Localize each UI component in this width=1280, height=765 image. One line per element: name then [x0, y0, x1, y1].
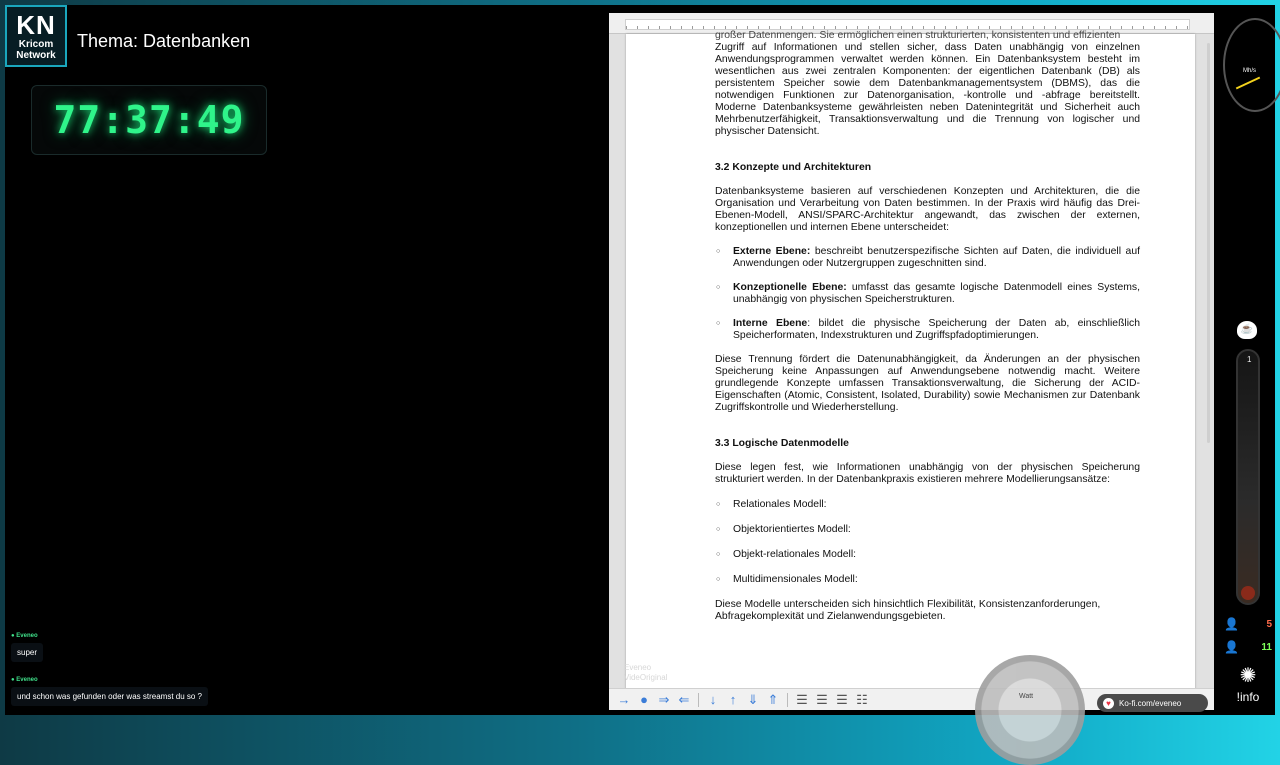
viewer-count — [1224, 614, 1272, 634]
scrollbar[interactable] — [1207, 43, 1210, 443]
indent-icon[interactable]: ☰ — [836, 691, 848, 707]
numbered-list-icon[interactable]: ☰ — [816, 691, 828, 707]
hashrate-gauge — [1223, 18, 1280, 112]
separator — [698, 693, 699, 707]
paragraph: Diese Trennung fördert die Datenunabhängigkeit, da Änderungen an der physischen Speicherung keine Anpassungen auf Anwendungsebene notwendig macht. Weitere grundlegende Konzepte umfassen Transaktionsverwaltung, die Sicherung der ACID-Eigenschaften (Atomic, Consistent, Isolated, Durability) sowie Mechanismen zur Datenbank Zugriffskontrolle und Wiederherstellung. — [715, 354, 1140, 413]
list-item: ○ Objektorientiertes Modell: — [715, 524, 1140, 536]
gauge-needle — [1236, 77, 1260, 90]
timer-value: 77:37:49 — [53, 98, 245, 142]
info-panel — [1228, 663, 1268, 704]
chat-text: und schon was gefunden oder was streamst du so ? — [11, 687, 208, 706]
arrow-down-icon[interactable]: ⇓ — [747, 691, 759, 707]
circle-icon[interactable]: ● — [640, 692, 648, 707]
chat-message — [11, 633, 43, 662]
arrow-left-icon[interactable]: ⇐ — [678, 691, 690, 707]
user-icon: 👤 — [1224, 640, 1239, 654]
countdown-timer — [31, 85, 267, 155]
coffee-icon: ☕ — [1237, 321, 1257, 339]
logo-line2: Network — [16, 50, 56, 61]
chat-username: Eveneo — [16, 677, 38, 683]
paragraph: großer Datenmengen. Sie ermöglichen einen strukturierten, konsistenten und effizienten — [715, 30, 1121, 41]
info-label: !info — [1236, 690, 1260, 704]
speed-label: Mh/s — [1243, 68, 1257, 74]
watt-gauge — [975, 655, 1085, 765]
arrow-up-icon[interactable]: ⇑ — [767, 691, 779, 707]
right-sidebar — [1220, 13, 1274, 710]
list-item — [715, 246, 1140, 270]
watermark-line: VideOriginal — [624, 673, 668, 682]
arrow-right-icon[interactable]: ⇒ — [658, 691, 670, 707]
viewer-count — [1224, 637, 1272, 657]
tube-level: 1 — [1247, 355, 1252, 364]
stream-topic: Thema: Datenbanken — [77, 31, 251, 51]
chat-message — [11, 677, 208, 706]
kofi-text: Ko-fi.com/eveneo — [1119, 698, 1182, 708]
arrow-up-icon[interactable]: ↑ — [729, 692, 737, 707]
bullet-text: beschreibt benutzerspezifische Sichten auf Daten, die individuell auf Anwendungen oder Nutzergruppen zugeschnitten sind. — [733, 246, 1140, 269]
document-page[interactable] — [626, 30, 1195, 702]
arrow-down-icon[interactable]: ↓ — [709, 692, 717, 707]
bullet-term: Interne Ebene — [733, 318, 808, 329]
list-item: ○ Relationales Modell: — [715, 499, 1140, 511]
watermark — [624, 663, 667, 683]
bullet-text: umfasst das gesamte logische Datenmodell eines Systems, unabhängig von physischen Speicherstrukturen. — [733, 282, 1140, 305]
document-viewer — [609, 13, 1214, 710]
arrow-right-icon[interactable]: → — [617, 692, 631, 707]
section-heading: 3.3 Logische Datenmodelle — [715, 438, 849, 449]
watermark-line: Eveneo — [624, 663, 652, 672]
user-icon: 👤 — [1224, 617, 1239, 631]
count-value: 11 — [1261, 641, 1272, 653]
separator — [787, 693, 788, 707]
kn-logo — [5, 5, 67, 67]
logo-initials: KN — [16, 10, 56, 40]
bullet-term: Externe Ebene: — [733, 246, 811, 257]
kofi-link[interactable] — [1097, 694, 1208, 712]
chat-user: ● Eveneo — [11, 677, 38, 683]
list-item — [715, 318, 1140, 342]
paragraph: Diese Modelle unterscheiden sich hinsichtlich Flexibilität, Konsistenzanforderungen, Abfragekomplexität und Zielanwendungsgebieten. — [715, 599, 1101, 622]
progress-tube — [1236, 349, 1260, 605]
list-item: ○ Multidimensionales Modell: — [715, 574, 1140, 586]
section-heading: 3.2 Konzepte und Architekturen — [715, 162, 872, 173]
chat-user: ● Eveneo — [11, 633, 38, 639]
outline-icon[interactable]: ☷ — [856, 691, 868, 707]
ruler-scale — [625, 19, 1190, 30]
brain-icon: ✺ — [1239, 665, 1257, 687]
chat-text: super — [11, 643, 43, 662]
list-item: ○ Objekt-relationales Modell: — [715, 549, 1140, 561]
paragraph: Diese legen fest, wie Informationen unabhängig von der physischen Speicherung strukturiert werden. In der Datenbankpraxis existieren mehrere Modellierungsansätze: — [715, 462, 1140, 485]
bullet-term: Konzeptionelle Ebene: — [733, 282, 847, 293]
paragraph: Zugriff auf Informationen und stellen sicher, dass Daten unabhängig von einzelnen Anwendungsprogrammen verwaltet werden können. Ein Datenbanksystem besteht im wesentlichen aus zwei zentralen Komponenten: der eigentlichen Datenbank (DB) als persistentem Speicher sowie dem Datenbankmanagementsystem (DBMS), das die notwendigen Funktionen zur Datenorganisation, -kontrolle und -abfrage bereitstellt. Moderne Datenbanksysteme gewährleisten neben Datenintegrität und Sicherheit auch Mehrbenutzerfähigkeit, Transaktionsverwaltung und die Trennung von logischer und physischer Datensicht. — [715, 42, 1140, 137]
chat-username: Eveneo — [16, 633, 38, 639]
kofi-cup-icon: ♥ — [1103, 698, 1114, 709]
bullet-text: : bildet die physische Speicherung der Daten ab, einschließlich Speicherformaten, Indexstrukturen und Zugriffspfadoptimierungen. — [733, 318, 1141, 341]
logo-line1: Kricom — [18, 39, 54, 50]
gauge-label: Watt — [1019, 693, 1034, 700]
page-content — [715, 30, 1141, 623]
list-icon[interactable]: ☰ — [796, 691, 808, 707]
count-value: 5 — [1266, 618, 1272, 630]
list-item — [715, 282, 1140, 306]
paragraph: Datenbanksysteme basieren auf verschiedenen Konzepten und Architekturen, die die Organisation und Verarbeitung von Daten bestimmen. In der Praxis wird häufig das Drei-Ebenen-Modell, ANSI/SPARC-Architektur angewandt, das zwischen der externen, konzeptionellen und internen Ebene unterscheidet: — [715, 186, 1140, 233]
tube-bulb — [1241, 586, 1255, 600]
